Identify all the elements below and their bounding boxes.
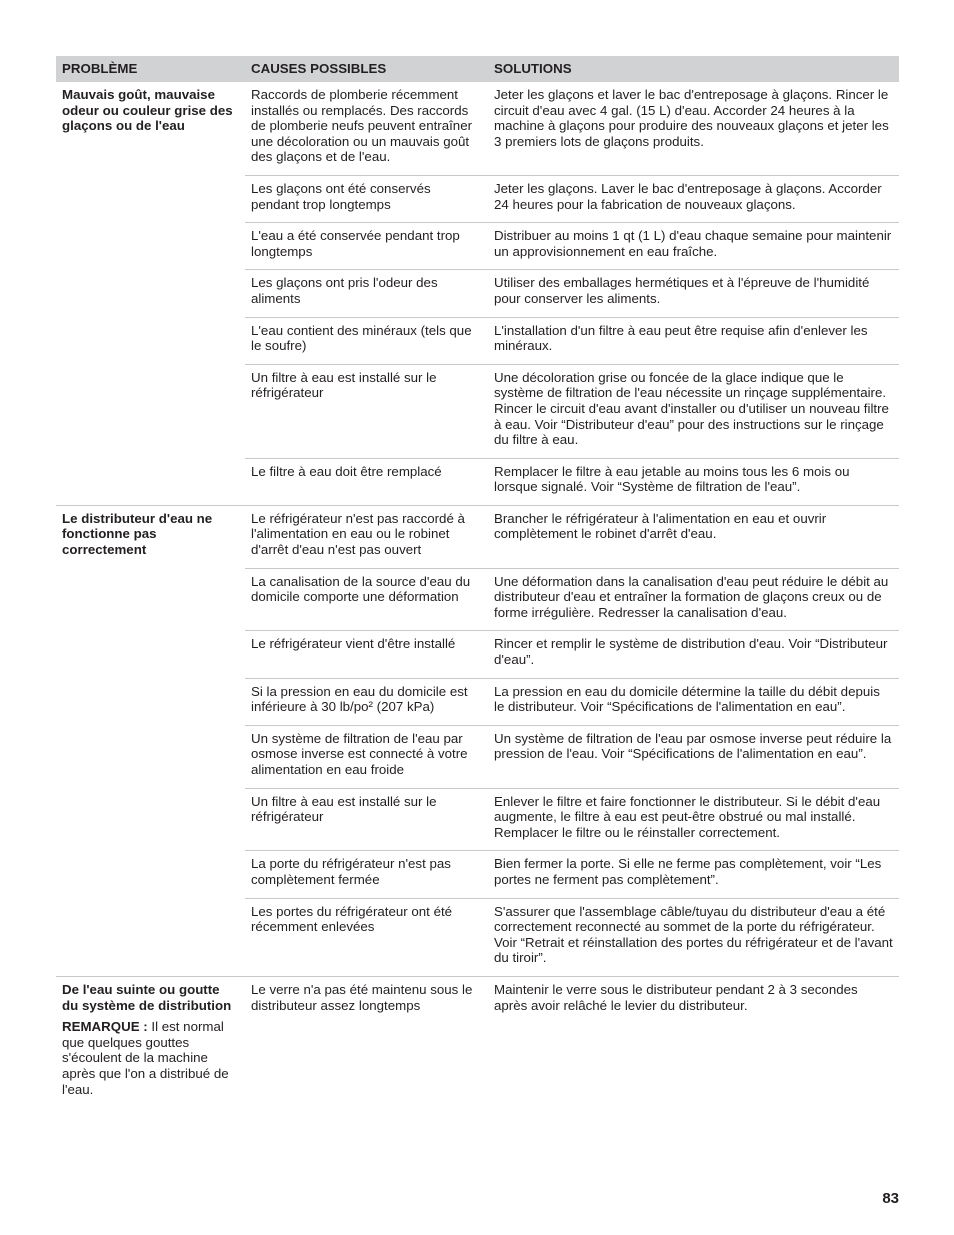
solution-cell: Distribuer au moins 1 qt (1 L) d'eau chaque semaine pour maintenir un approvisionnement en eau fraîche. bbox=[488, 223, 899, 270]
table-row bbox=[56, 82, 899, 175]
problem-group-dispenser bbox=[56, 505, 899, 976]
cause-cell: Le réfrigérateur vient d'être installé bbox=[245, 631, 488, 678]
page-number: 83 bbox=[882, 1190, 899, 1207]
table-row bbox=[56, 976, 899, 1107]
solution-cell: Un système de filtration de l'eau par osmose inverse peut réduire la pression de l'eau. Voir “Spécifications de l'alimentation en eau”. bbox=[488, 725, 899, 788]
solution-cell: Une déformation dans la canalisation d'eau peut réduire le débit au distributeur d'eau et entraîner la formation de glaçons creux ou de forme irrégulière. Redresser la canalisation d'eau. bbox=[488, 568, 899, 631]
cause-cell: Un système de filtration de l'eau par osmose inverse est connecté à votre alimentation en eau froide bbox=[245, 725, 488, 788]
problem-group-ice-taste bbox=[56, 82, 899, 505]
note-text: Il est normal que quelques gouttes s'écoulent de la machine après que l'on a distribué de l'eau. bbox=[62, 1019, 229, 1097]
solution-cell: S'assurer que l'assemblage câble/tuyau du distributeur d'eau a été correctement reconnecté au sommet de la porte du réfrigérateur. Voir “Retrait et réinstallation des portes du réfrigérateur et de l'avant du tiroir”. bbox=[488, 898, 899, 976]
cause-cell: L'eau contient des minéraux (tels que le soufre) bbox=[245, 317, 488, 364]
solution-cell: Utiliser des emballages hermétiques et à l'épreuve de l'humidité pour conserver les aliments. bbox=[488, 270, 899, 317]
header-causes: CAUSES POSSIBLES bbox=[245, 56, 488, 82]
troubleshooting-page bbox=[56, 56, 899, 1107]
troubleshooting-table bbox=[56, 56, 899, 1107]
solution-cell: Bien fermer la porte. Si elle ne ferme pas complètement, voir “Les portes ne ferment pas complètement”. bbox=[488, 851, 899, 898]
header-solutions: SOLUTIONS bbox=[488, 56, 899, 82]
solution-cell: L'installation d'un filtre à eau peut être requise afin d'enlever les minéraux. bbox=[488, 317, 899, 364]
problem-group-dripping bbox=[56, 976, 899, 1107]
solution-cell: Brancher le réfrigérateur à l'alimentation en eau et ouvrir complètement le robinet d'arrêt d'eau. bbox=[488, 505, 899, 568]
solution-cell: Jeter les glaçons. Laver le bac d'entreposage à glaçons. Accorder 24 heures pour la fabrication de nouveaux glaçons. bbox=[488, 175, 899, 222]
cause-cell: Les portes du réfrigérateur ont été récemment enlevées bbox=[245, 898, 488, 976]
cause-cell: Le verre n'a pas été maintenu sous le distributeur assez longtemps bbox=[245, 976, 488, 1107]
problem-cell bbox=[56, 82, 245, 505]
solution-cell: Une décoloration grise ou foncée de la glace indique que le système de filtration de l'eau nécessite un rinçage supplémentaire. Rincer le circuit d'eau avant d'installer ou d'utiliser un nouveau filtre à eau. Voir “Distributeur d'eau” pour des instructions sur le rinçage du filtre à eau. bbox=[488, 364, 899, 458]
cause-cell: Les glaçons ont pris l'odeur des aliments bbox=[245, 270, 488, 317]
solution-cell: Rincer et remplir le système de distribution d'eau. Voir “Distributeur d'eau”. bbox=[488, 631, 899, 678]
cause-cell: Un filtre à eau est installé sur le réfrigérateur bbox=[245, 364, 488, 458]
cause-cell: Un filtre à eau est installé sur le réfrigérateur bbox=[245, 788, 488, 851]
cause-cell: L'eau a été conservée pendant trop longtemps bbox=[245, 223, 488, 270]
solution-cell: Jeter les glaçons et laver le bac d'entreposage à glaçons. Rincer le circuit d'eau avec 4 gal. (15 L) d'eau. Accorder 24 heures à la machine à glaçons pour produire des nouveaux glaçons et jeter les 3 premiers lots de glaçons produits. bbox=[494, 87, 889, 149]
cause-cell: Raccords de plomberie récemment installés ou remplacés. Des raccords de plomberie neufs peuvent entraîner une décoloration ou un mauvais goût des glaçons et de l'eau. bbox=[251, 87, 473, 165]
problem-note bbox=[62, 1019, 239, 1097]
solution-cell: Maintenir le verre sous le distributeur pendant 2 à 3 secondes après avoir relâché le levier du distributeur. bbox=[488, 976, 899, 1107]
problem-cell bbox=[56, 505, 245, 976]
solution-cell: La pression en eau du domicile détermine la taille du débit depuis le distributeur. Voir “Spécifications de l'alimentation en eau”. bbox=[488, 678, 899, 725]
cause-cell: Les glaçons ont été conservés pendant trop longtemps bbox=[245, 175, 488, 222]
problem-cell bbox=[56, 976, 245, 1107]
problem-title: Le distributeur d'eau ne fonctionne pas correctement bbox=[62, 510, 213, 558]
cause-cell: Si la pression en eau du domicile est inférieure à 30 lb/po² (207 kPa) bbox=[245, 678, 488, 725]
problem-title: De l'eau suinte ou goutte du système de distribution bbox=[62, 981, 232, 1013]
header-problem: PROBLÈME bbox=[56, 56, 245, 82]
solution-cell: Enlever le filtre et faire fonctionner le distributeur. Si le débit d'eau augmente, le filtre à eau est peut-être obstrué ou mal installé. Remplacer le filtre ou le réinstaller correctement. bbox=[488, 788, 899, 851]
table-row bbox=[56, 505, 899, 568]
solution-cell: Remplacer le filtre à eau jetable au moins tous les 6 mois ou lorsque signalé. Voir “Système de filtration de l'eau”. bbox=[488, 458, 899, 505]
table-header-row bbox=[56, 56, 899, 82]
note-label: REMARQUE : bbox=[62, 1019, 148, 1035]
cause-cell: Le filtre à eau doit être remplacé bbox=[245, 458, 488, 505]
cause-cell: Le réfrigérateur n'est pas raccordé à l'alimentation en eau ou le robinet d'arrêt d'eau n'est pas ouvert bbox=[245, 505, 488, 568]
cause-cell: La canalisation de la source d'eau du domicile comporte une déformation bbox=[245, 568, 488, 631]
problem-title: Mauvais goût, mauvaise odeur ou couleur grise des glaçons ou de l'eau bbox=[62, 87, 233, 134]
cause-cell: La porte du réfrigérateur n'est pas complètement fermée bbox=[245, 851, 488, 898]
